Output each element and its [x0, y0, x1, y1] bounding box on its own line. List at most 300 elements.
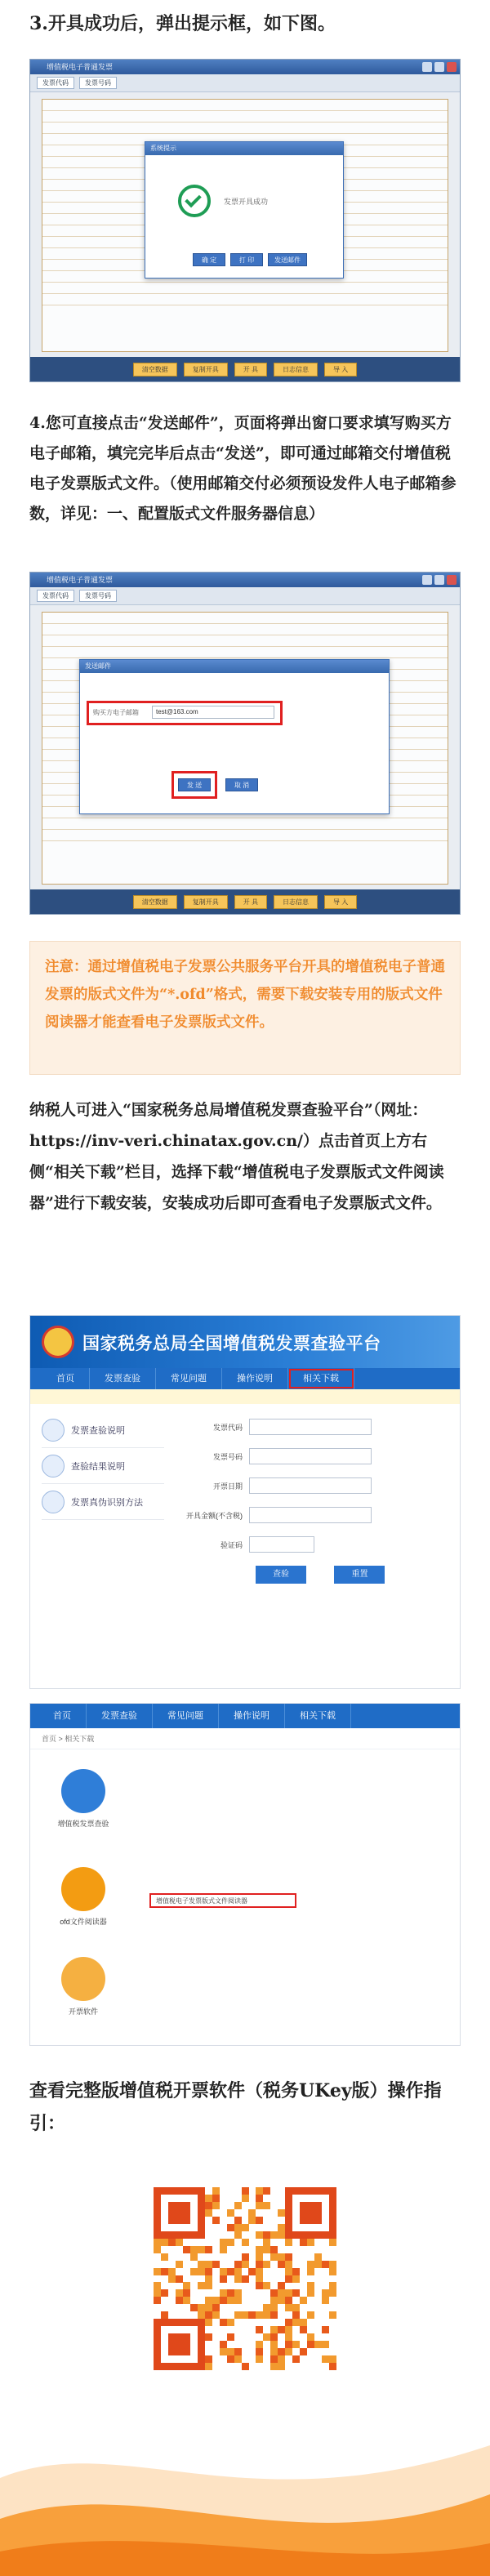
log-info-button[interactable]: 日志信息: [274, 895, 318, 909]
qr-module: [285, 2341, 292, 2348]
qr-module: [190, 2304, 198, 2311]
qr-module: [285, 2261, 292, 2268]
qr-module: [183, 2363, 190, 2370]
qr-module: [278, 2209, 285, 2217]
category-ofd-reader[interactable]: [47, 1867, 120, 1927]
qr-module: [212, 2202, 220, 2209]
log-info-button[interactable]: 日志信息: [274, 363, 318, 377]
qr-module: [270, 2348, 278, 2355]
qr-module: [205, 2304, 212, 2311]
qr-module: [300, 2209, 307, 2217]
qr-module: [227, 2348, 234, 2355]
qr-module: [329, 2239, 336, 2246]
qr-module: [285, 2304, 292, 2311]
nav-downloads[interactable]: 相关下载: [285, 1704, 351, 1728]
qr-module: [183, 2333, 190, 2341]
qr-module: [307, 2239, 314, 2246]
dialog-title: 系统提示: [145, 142, 343, 155]
nav-downloads[interactable]: 相关下载: [288, 1368, 354, 1389]
copy-issue-button[interactable]: 复制开具: [184, 895, 228, 909]
qr-module: [198, 2363, 205, 2370]
qr-module: [154, 2326, 161, 2333]
email-input[interactable]: test@163.com: [152, 706, 274, 719]
invoice-number-input[interactable]: [249, 1448, 372, 1464]
qr-module: [285, 2289, 292, 2297]
qr-module: [176, 2202, 183, 2209]
qr-module: [292, 2341, 300, 2348]
qr-module: [307, 2202, 314, 2209]
close-icon[interactable]: [447, 62, 457, 72]
qr-module: [227, 2333, 234, 2341]
invoice-date-input[interactable]: [249, 1477, 372, 1494]
qr-module: [183, 2341, 190, 2348]
qr-module: [220, 2275, 227, 2283]
qr-module: [234, 2355, 242, 2363]
qr-module: [183, 2246, 190, 2253]
qr-module: [314, 2209, 322, 2217]
qr-module: [234, 2231, 242, 2239]
qr-module: [176, 2289, 183, 2297]
qr-module: [198, 2261, 205, 2268]
qr-code: [154, 2187, 336, 2370]
qr-module: [234, 2297, 242, 2304]
qr-module: [314, 2231, 322, 2239]
qr-module: [176, 2319, 183, 2326]
qr-module: [198, 2246, 205, 2253]
qr-module: [278, 2348, 285, 2355]
reader-download-link[interactable]: 增值税电子发票版式文件阅读器: [156, 1897, 247, 1905]
qr-module: [198, 2224, 205, 2231]
qr-module: [154, 2209, 161, 2217]
side-item-label: 发票查验说明: [71, 1425, 125, 1436]
issue-button[interactable]: 开 具: [234, 895, 267, 909]
qr-module: [314, 2202, 322, 2209]
qr-module: [314, 2253, 322, 2261]
qr-module: [205, 2311, 212, 2319]
qr-module: [198, 2311, 205, 2319]
qr-module: [270, 2341, 278, 2348]
step-3-heading: 3.开具成功后，弹出提示框，如下图。: [29, 13, 336, 34]
qr-module: [307, 2231, 314, 2239]
qr-module: [198, 2282, 205, 2289]
category-label: 增值税发票查验: [57, 1820, 109, 1828]
qr-module: [176, 2348, 183, 2355]
amount-input[interactable]: [249, 1507, 372, 1523]
qr-module: [270, 2297, 278, 2304]
qr-module: [278, 2261, 285, 2268]
qr-module: [256, 2326, 263, 2333]
qr-module: [300, 2187, 307, 2195]
verify-icon: [42, 1491, 65, 1513]
qr-module: [212, 2311, 220, 2319]
guide-heading: 查看完整版增值税开票软件（税务UKey版）操作指引：: [29, 2080, 442, 2134]
window-title: 增值税电子普通发票: [47, 576, 114, 584]
qr-module: [329, 2268, 336, 2275]
qr-module: [227, 2239, 234, 2246]
qr-module: [168, 2348, 176, 2355]
qr-module: [154, 2231, 161, 2239]
qr-module: [168, 2217, 176, 2224]
qr-module: [183, 2231, 190, 2239]
software-icon: [61, 1957, 105, 2001]
qr-module: [307, 2311, 314, 2319]
qr-module: [205, 2195, 212, 2202]
captcha-input[interactable]: [249, 1536, 314, 1553]
qr-module: [227, 2319, 234, 2326]
qr-module: [256, 2202, 263, 2209]
qr-module: [300, 2297, 307, 2304]
qr-module: [242, 2239, 249, 2246]
toolbar-invoice-number[interactable]: 发票号码: [79, 77, 117, 89]
qr-module: [263, 2282, 270, 2289]
qr-module: [242, 2253, 249, 2261]
qr-module: [263, 2333, 270, 2341]
qr-module: [183, 2187, 190, 2195]
import-button[interactable]: 导 入: [324, 363, 357, 377]
qr-module: [329, 2261, 336, 2268]
qr-module: [205, 2246, 212, 2253]
qr-module: [205, 2333, 212, 2341]
qr-module: [183, 2348, 190, 2355]
side-item-authenticity[interactable]: [42, 1484, 164, 1520]
qr-module: [205, 2209, 212, 2217]
qr-module: [256, 2246, 263, 2253]
qr-module: [263, 2202, 270, 2209]
close-icon[interactable]: [447, 575, 457, 585]
qr-module: [285, 2348, 292, 2355]
decorative-wave: [0, 2380, 490, 2576]
maximize-icon[interactable]: [434, 575, 444, 585]
qr-module: [198, 2187, 205, 2195]
qr-module: [205, 2202, 212, 2209]
nav-home[interactable]: 首页: [38, 1704, 87, 1728]
qr-module: [190, 2231, 198, 2239]
side-item-result-guide[interactable]: [42, 1448, 164, 1484]
qr-module: [190, 2319, 198, 2326]
qr-module: [256, 2195, 263, 2202]
download-page-screenshot: [29, 1703, 461, 2046]
print-button[interactable]: 打 印: [230, 253, 263, 266]
toolbar-invoice-code[interactable]: 发票代码: [37, 77, 74, 89]
result-icon: [42, 1455, 65, 1477]
qr-module: [270, 2363, 278, 2370]
qr-module: [314, 2261, 322, 2268]
qr-module: [168, 2341, 176, 2348]
qr-module: [263, 2246, 270, 2253]
qr-module: [278, 2363, 285, 2370]
qr-module: [154, 2355, 161, 2363]
download-instructions: 纳税人可进入“国家税务总局增值税发票查验平台”（网址：https://inv-veri.chinatax.gov.cn/）点击首页上方右侧“相关下载”栏目，选择下载“增值税电子发票版式文件阅读器”进行下载安装，安装成功后即可查看电子发票版式文件。: [29, 1101, 444, 1212]
qr-module: [307, 2217, 314, 2224]
qr-module: [278, 2297, 285, 2304]
qr-module: [205, 2319, 212, 2326]
qr-module: [227, 2289, 234, 2297]
send-email-button[interactable]: 发送邮件: [268, 253, 307, 266]
cancel-button[interactable]: 取 消: [225, 778, 258, 791]
qr-module: [205, 2297, 212, 2304]
qr-module: [205, 2363, 212, 2370]
qr-module: [168, 2231, 176, 2239]
qr-module: [285, 2217, 292, 2224]
category-label: ofd文件阅读器: [60, 1918, 107, 1926]
qr-module: [329, 2311, 336, 2319]
qr-module: [285, 2253, 292, 2261]
qr-module: [242, 2261, 249, 2268]
invoice-screenshot-success: [29, 59, 461, 382]
maximize-icon[interactable]: [434, 62, 444, 72]
qr-module: [183, 2282, 190, 2289]
qr-module: [300, 2239, 307, 2246]
qr-module: [154, 2282, 161, 2289]
qr-module: [154, 2217, 161, 2224]
qr-module: [278, 2282, 285, 2289]
qr-module: [212, 2195, 220, 2202]
qr-module: [256, 2341, 263, 2348]
clear-data-button[interactable]: 清空数据: [133, 895, 177, 909]
qr-module: [190, 2363, 198, 2370]
qr-module: [227, 2297, 234, 2304]
qr-module: [198, 2195, 205, 2202]
qr-module: [263, 2261, 270, 2268]
qr-module: [198, 2355, 205, 2363]
copy-issue-button[interactable]: 复制开具: [184, 363, 228, 377]
confirm-button[interactable]: 确 定: [193, 253, 225, 266]
qr-module: [205, 2261, 212, 2268]
qr-module: [234, 2217, 242, 2224]
qr-module: [256, 2355, 263, 2363]
qr-module: [198, 2217, 205, 2224]
qr-module: [263, 2304, 270, 2311]
nav-invoice-check[interactable]: 发票查验: [90, 1368, 156, 1389]
qr-module: [285, 2224, 292, 2231]
email-label: 购买方电子邮箱: [93, 709, 139, 716]
qr-module: [256, 2261, 263, 2268]
invoice-screenshot-email: [29, 572, 461, 915]
qr-module: [212, 2304, 220, 2311]
qr-module: [168, 2187, 176, 2195]
qr-module: [220, 2319, 227, 2326]
qr-module: [183, 2209, 190, 2217]
qr-module: [292, 2355, 300, 2363]
nav-instructions[interactable]: 操作说明: [222, 1368, 288, 1389]
window-controls[interactable]: [422, 62, 457, 72]
qr-module: [161, 2253, 168, 2261]
qr-module: [285, 2275, 292, 2283]
qr-module: [329, 2202, 336, 2209]
qr-module: [212, 2217, 220, 2224]
qr-module: [285, 2297, 292, 2304]
qr-module: [161, 2187, 168, 2195]
invoice-code-input[interactable]: [249, 1419, 372, 1435]
category-invoice-check[interactable]: [47, 1769, 120, 1829]
nav-home[interactable]: 首页: [42, 1368, 90, 1389]
qr-module: [220, 2246, 227, 2253]
check-form: [185, 1412, 447, 1584]
qr-module: [270, 2311, 278, 2319]
qr-module: [270, 2231, 278, 2239]
qr-module: [263, 2311, 270, 2319]
qr-module: [234, 2289, 242, 2297]
qr-module: [300, 2326, 307, 2333]
qr-module: [329, 2217, 336, 2224]
step-4-paragraph: 4.您可直接点击“发送邮件”，页面将弹出窗口要求填写购买方电子邮箱，填完完毕后点击“发送”，即可通过邮箱交付增值税电子发票版式文件。（使用邮箱交付必须预设发件人电子邮箱参数，详见：一、配置版式文件服务器信息）: [29, 414, 457, 523]
qr-module: [329, 2209, 336, 2217]
qr-module: [154, 2187, 161, 2195]
qr-module: [270, 2289, 278, 2297]
qr-module: [227, 2355, 234, 2363]
qr-module: [314, 2341, 322, 2348]
nav-faq[interactable]: 常见问题: [153, 1704, 219, 1728]
qr-module: [154, 2341, 161, 2348]
qr-module: [256, 2282, 263, 2289]
qr-module: [248, 2217, 256, 2224]
nav-invoice-check[interactable]: 发票查验: [87, 1704, 153, 1728]
qr-module: [220, 2341, 227, 2348]
qr-module: [161, 2289, 168, 2297]
window-controls[interactable]: [422, 575, 457, 585]
side-item-check-guide[interactable]: [42, 1412, 164, 1448]
dialog-message: 发票开具成功: [224, 198, 269, 206]
minimize-icon[interactable]: [422, 575, 432, 585]
qr-module: [292, 2311, 300, 2319]
qr-module: [270, 2253, 278, 2261]
field-label: 验证码: [220, 1540, 243, 1549]
download-nav: [30, 1704, 460, 1728]
qr-module: [322, 2231, 329, 2239]
check-button[interactable]: 查验: [256, 1566, 306, 1584]
qr-module: [329, 2187, 336, 2195]
qr-module: [322, 2261, 329, 2268]
qr-module: [300, 2319, 307, 2326]
qr-module: [256, 2348, 263, 2355]
qr-module: [198, 2202, 205, 2209]
qr-module: [190, 2187, 198, 2195]
qr-module: [242, 2275, 249, 2283]
qr-module: [248, 2268, 256, 2275]
qr-module: [161, 2319, 168, 2326]
nav-faq[interactable]: 常见问题: [156, 1368, 222, 1389]
qr-module: [234, 2348, 242, 2355]
qr-module: [154, 2333, 161, 2341]
qr-module: [278, 2326, 285, 2333]
ofd-notice: 注意：通过增值税电子发票公共服务平台开具的增值税电子普通发票的版式文件为“*.ofd”格式，需要下载安装专用的版式文件阅读器才能查看电子发票版式文件。: [29, 941, 461, 1075]
qr-module: [176, 2363, 183, 2370]
qr-module: [242, 2195, 249, 2202]
qr-module: [329, 2363, 336, 2370]
qr-module: [176, 2261, 183, 2268]
field-label: 开具金额(不含税): [186, 1511, 243, 1520]
qr-module: [205, 2275, 212, 2283]
qr-module: [307, 2209, 314, 2217]
reset-button[interactable]: 重置: [334, 1566, 385, 1584]
invoice-toolbar: [30, 74, 460, 92]
qr-module: [300, 2348, 307, 2355]
category-issuing-software[interactable]: [47, 1957, 120, 2017]
qr-module: [168, 2209, 176, 2217]
field-label: 发票代码: [212, 1423, 243, 1432]
portal-header: [30, 1316, 460, 1368]
qr-module: [242, 2311, 249, 2319]
qr-module: [161, 2268, 168, 2275]
qr-module: [220, 2289, 227, 2297]
qr-module: [183, 2297, 190, 2304]
qr-module: [198, 2209, 205, 2217]
qr-module: [263, 2231, 270, 2239]
qr-module: [176, 2231, 183, 2239]
qr-module: [285, 2268, 292, 2275]
portal-notice-strip: [30, 1389, 460, 1404]
qr-module: [190, 2268, 198, 2275]
qr-module: [176, 2209, 183, 2217]
qr-module: [307, 2289, 314, 2297]
qr-module: [234, 2261, 242, 2268]
qr-module: [278, 2355, 285, 2363]
qr-module: [307, 2333, 314, 2341]
clear-data-button[interactable]: 清空数据: [133, 363, 177, 377]
qr-module: [285, 2319, 292, 2326]
qr-module: [154, 2195, 161, 2202]
qr-module: [307, 2268, 314, 2275]
qr-module: [256, 2253, 263, 2261]
qr-module: [329, 2289, 336, 2297]
qr-module: [198, 2304, 205, 2311]
qr-module: [256, 2217, 263, 2224]
qr-module: [168, 2275, 176, 2283]
category-label: 开票软件: [68, 2008, 98, 2016]
qr-module: [278, 2253, 285, 2261]
qr-module: [168, 2333, 176, 2341]
issue-button[interactable]: 开 具: [234, 363, 267, 377]
toolbar-invoice-code[interactable]: 发票代码: [37, 590, 74, 602]
qr-module: [256, 2275, 263, 2283]
qr-module: [154, 2246, 161, 2253]
qr-module: [168, 2268, 176, 2275]
field-label: 发票号码: [212, 1452, 243, 1461]
qr-module: [292, 2275, 300, 2283]
toolbar-invoice-number[interactable]: 发票号码: [79, 590, 117, 602]
qr-module: [307, 2341, 314, 2348]
qr-module: [220, 2297, 227, 2304]
qr-module: [285, 2202, 292, 2209]
qr-module: [176, 2187, 183, 2195]
send-button[interactable]: 发 送: [178, 778, 211, 791]
window-titlebar: [30, 60, 460, 74]
qr-module: [285, 2326, 292, 2333]
import-button[interactable]: 导 入: [324, 895, 357, 909]
minimize-icon[interactable]: [422, 62, 432, 72]
qr-module: [322, 2289, 329, 2297]
nav-instructions[interactable]: 操作说明: [219, 1704, 285, 1728]
window-title: 增值税电子普通发票: [47, 63, 114, 71]
portal-nav: [30, 1368, 460, 1389]
qr-module: [176, 2217, 183, 2224]
qr-module: [161, 2363, 168, 2370]
field-label: 开票日期: [212, 1482, 243, 1491]
qr-module: [176, 2333, 183, 2341]
qr-module: [242, 2363, 249, 2370]
qr-module: [205, 2355, 212, 2363]
qr-module: [198, 2333, 205, 2341]
qr-module: [322, 2341, 329, 2348]
qr-module: [198, 2341, 205, 2348]
qr-module: [285, 2231, 292, 2239]
qr-module: [322, 2326, 329, 2333]
qr-module: [300, 2231, 307, 2239]
qr-module: [270, 2333, 278, 2341]
qr-module: [154, 2348, 161, 2355]
invoice-check-icon: [61, 1769, 105, 1813]
portal-title: 国家税务总局全国增值税发票查验平台: [82, 1334, 381, 1353]
